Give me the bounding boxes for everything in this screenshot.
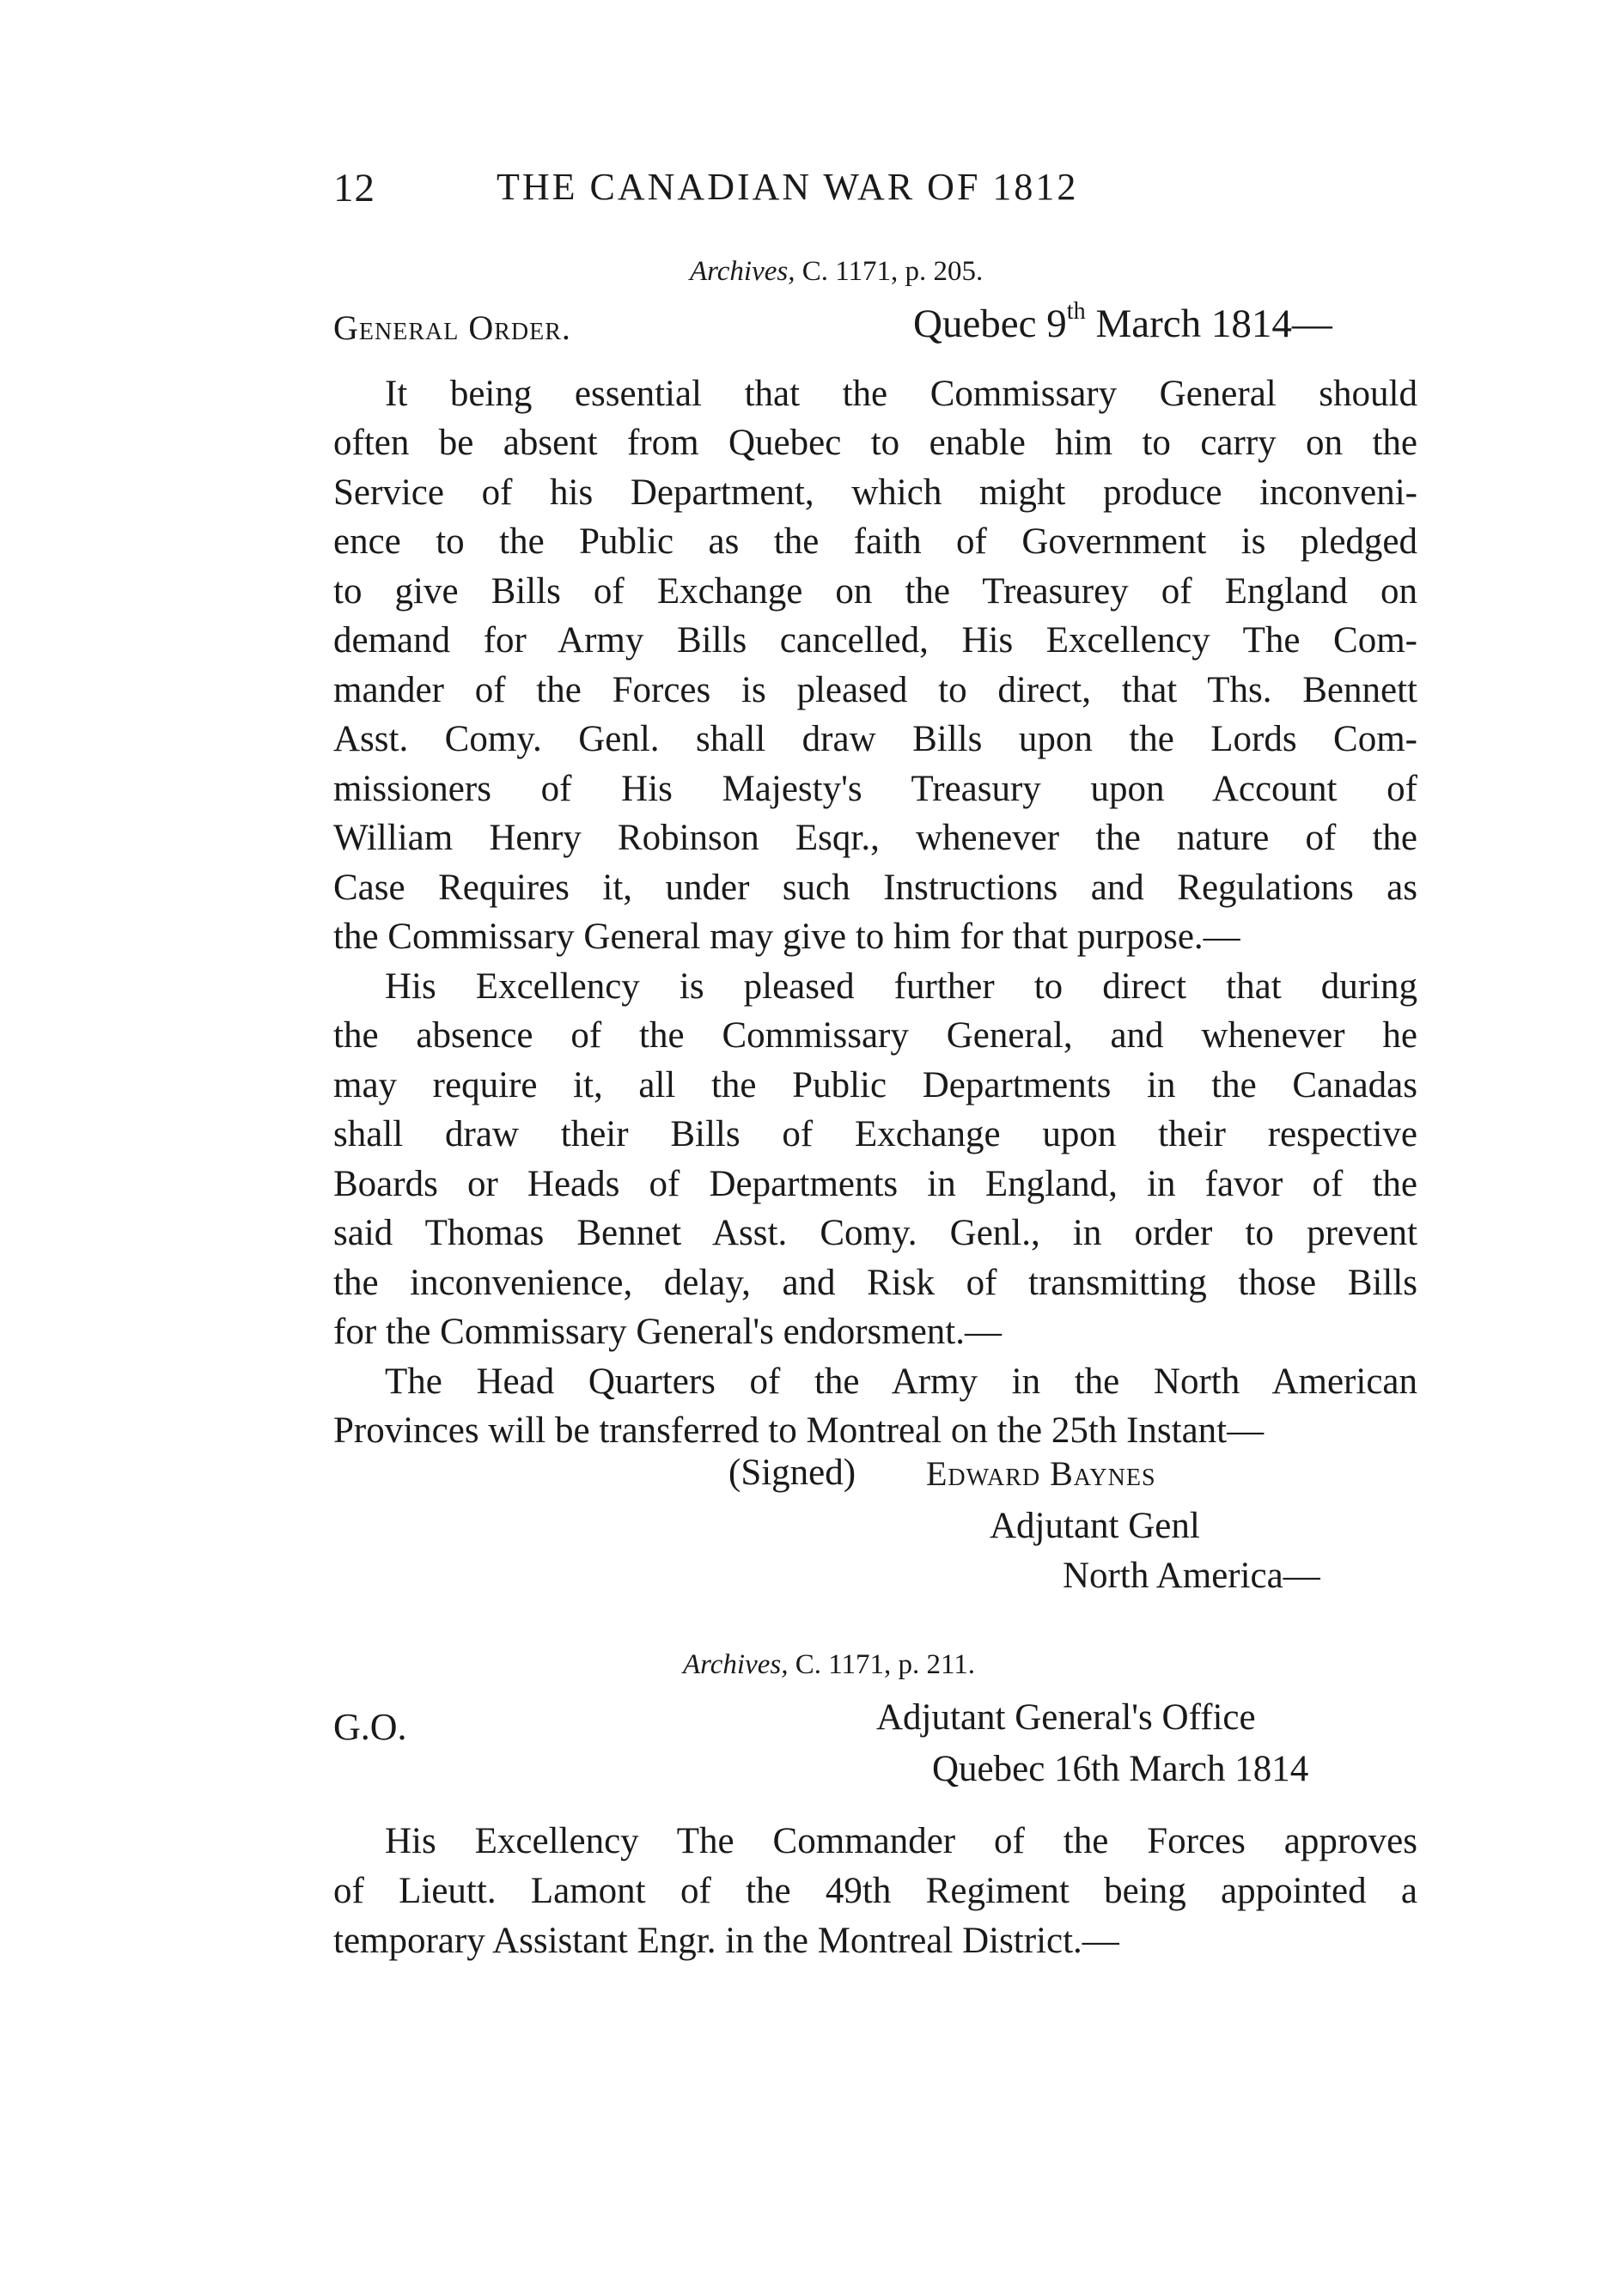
text-line: mander of the Forces is pleased to direct, that Ths. Bennett — [333, 670, 1417, 710]
archive-source: Archives, — [690, 256, 795, 287]
order-heading: General Order. — [333, 308, 571, 347]
text-line: missioners of His Majesty's Treasury upon Account of — [333, 769, 1417, 809]
order-date-text: Quebec 9 — [913, 301, 1067, 346]
running-header — [333, 156, 1231, 225]
text-line: to give Bills of Exchange on the Treasurey of England on — [333, 571, 1417, 612]
text-line: The Head Quarters of the Army in the North American — [385, 1361, 1417, 1402]
archive-reference-1 — [690, 256, 983, 288]
text-line: temporary Assistant Engr. in the Montreal District.— — [333, 1921, 1119, 1961]
text-line: It being essential that the Commissary General should — [385, 374, 1417, 414]
signatory-name: Edward Baynes — [926, 1454, 1156, 1493]
text-line: demand for Army Bills cancelled, His Excellency The Com- — [333, 620, 1417, 661]
text-line: shall draw their Bills of Exchange upon their respective — [333, 1114, 1417, 1154]
signatory-title: Adjutant Genl — [990, 1506, 1200, 1546]
order-date-suffix: th — [1066, 297, 1086, 325]
text-line: His Excellency is pleased further to direct that during — [385, 966, 1417, 1007]
archive-reference-2 — [683, 1649, 975, 1681]
text-line: ence to the Public as the faith of Government is pledged — [333, 521, 1417, 562]
order-heading: G.O. — [333, 1706, 407, 1748]
text-line: Service of his Department, which might produce inconveni- — [333, 472, 1417, 513]
signed-label: (Signed) — [728, 1453, 856, 1493]
office-name: Adjutant General's Office — [876, 1697, 1256, 1738]
text-line: of Lieutt. Lamont of the 49th Regiment being appointed a — [333, 1871, 1417, 1911]
text-line: the Commissary General may give to him for that purpose.— — [333, 917, 1240, 957]
text-line: Provinces will be transferred to Montreal on the 25th Instant— — [333, 1410, 1265, 1451]
running-title: THE CANADIAN WAR OF 1812 — [497, 166, 1079, 208]
signatory-region: North America— — [1063, 1556, 1320, 1596]
text-line: His Excellency The Commander of the Forces approves — [385, 1821, 1417, 1861]
order-date: Quebec 16th March 1814 — [932, 1749, 1309, 1789]
text-line: William Henry Robinson Esqr., whenever the nature of the — [333, 818, 1417, 858]
archive-source: Archives, — [683, 1649, 789, 1680]
text-line: may require it, all the Public Departments in the Canadas — [333, 1065, 1417, 1105]
text-line: often be absent from Quebec to enable him to carry on the — [333, 423, 1417, 463]
archive-location: C. 1171, p. 211. — [795, 1649, 976, 1680]
archive-location: C. 1171, p. 205. — [801, 256, 984, 287]
text-line: Case Requires it, under such Instructions and Regulations as — [333, 868, 1417, 908]
text-line: Asst. Comy. Genl. shall draw Bills upon the Lords Com- — [333, 719, 1417, 759]
text-line: the inconvenience, delay, and Risk of transmitting those Bills — [333, 1263, 1417, 1303]
order-date — [913, 297, 1332, 347]
text-line: said Thomas Bennet Asst. Comy. Genl., in order to prevent — [333, 1213, 1417, 1253]
order-date-rest: March 1814— — [1085, 301, 1332, 346]
text-line: the absence of the Commissary General, and whenever he — [333, 1015, 1417, 1056]
text-line: for the Commissary General's endorsment.— — [333, 1312, 1002, 1352]
page-number: 12 — [333, 166, 375, 210]
text-line: Boards or Heads of Departments in England, in favor of the — [333, 1164, 1417, 1204]
